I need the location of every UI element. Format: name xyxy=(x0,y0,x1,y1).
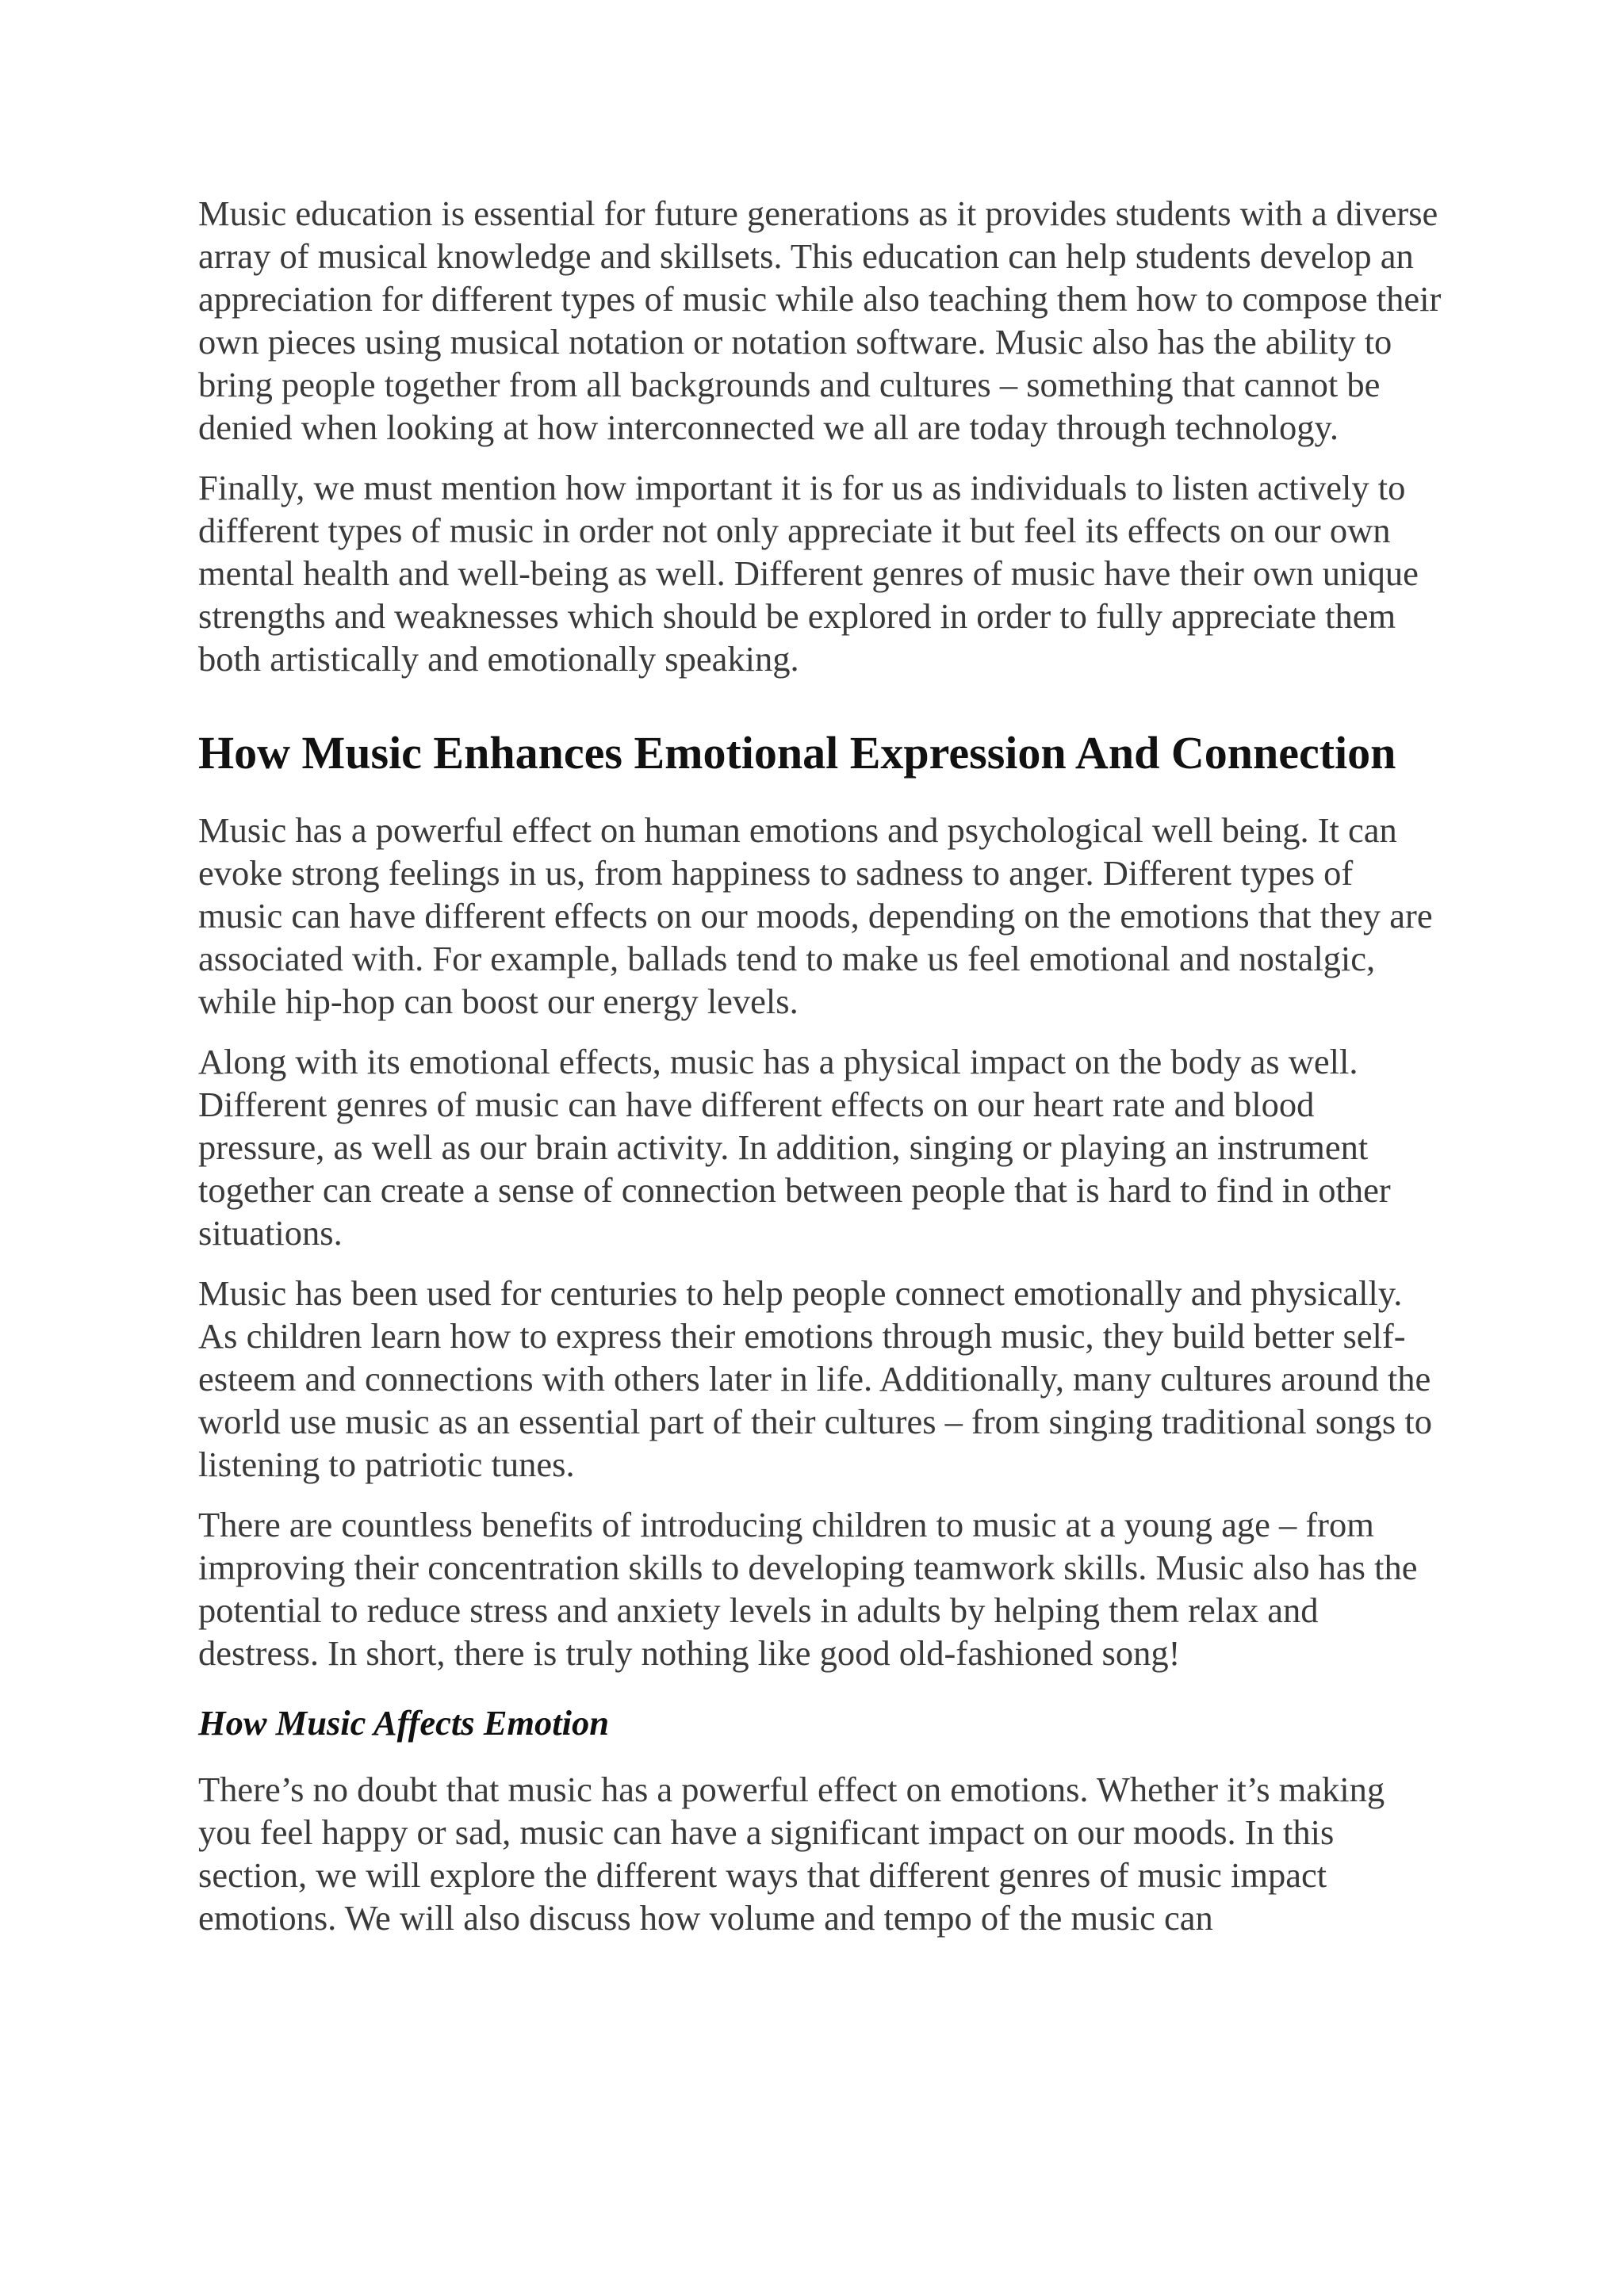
subsection-heading: How Music Affects Emotion xyxy=(198,1703,609,1743)
document-page xyxy=(198,192,1445,1957)
intro-paragraph-2: Finally, we must mention how important it is for us as individuals to listen actively to different types of music in order not only appreciate it but feel its effects on our own mental health and well-being as well. Different genres of music have their own unique strengths and weaknesses which should be explored in order to fully appreciate them both artistically and emotionally speaking. xyxy=(198,468,1419,679)
subsection-paragraph-1: There’s no doubt that music has a powerful effect on emotions. Whether it’s making you feel happy or sad, music can have a significant impact on our moods. In this section, we will explore the different ways that different genres of music impact emotions. We will also discuss how volume and tempo of the music can xyxy=(198,1770,1385,1938)
section-heading: How Music Enhances Emotional Expression And Connection xyxy=(198,727,1396,779)
section-paragraph-2: Along with its emotional effects, music has a physical impact on the body as well. Different genres of music can have different effects on our heart rate and blood pressure, as well as our brain activity. In addition, singing or playing an instrument together can create a sense of connection between people that is hard to find in other situations. xyxy=(198,1042,1391,1253)
section-paragraph-4: There are countless benefits of introducing children to music at a young age – from improving their concentration skills to developing teamwork skills. Music also has the potential to reduce stress and anxiety levels in adults by helping them relax and destress. In short, there is truly nothing like good old-fashioned song! xyxy=(198,1505,1418,1673)
section-paragraph-1: Music has a powerful effect on human emotions and psychological well being. It can evoke strong feelings in us, from happiness to sadness to anger. Different types of music can have different effects on our moods, depending on the emotions that they are associated with. For example, ballads tend to make us feel emotional and nostalgic, while hip-hop can boost our energy levels. xyxy=(198,810,1433,1021)
section-paragraph-3: Music has been used for centuries to help people connect emotionally and physically. As children learn how to express their emotions through music, they build better self-esteem and connections with others later in life. Additionally, many cultures around the world use music as an essential part of their cultures – from singing traditional songs to listening to patriotic tunes. xyxy=(198,1273,1432,1484)
intro-paragraph-1: Music education is essential for future generations as it provides students with a diverse array of musical knowledge and skillsets. This education can help students develop an appreciation for different types of music while also teaching them how to compose their own pieces using musical notation or notation software. Music also has the ability to bring people together from all backgrounds and cultures – something that cannot be denied when looking at how interconnected we all are today through technology. xyxy=(198,193,1442,447)
